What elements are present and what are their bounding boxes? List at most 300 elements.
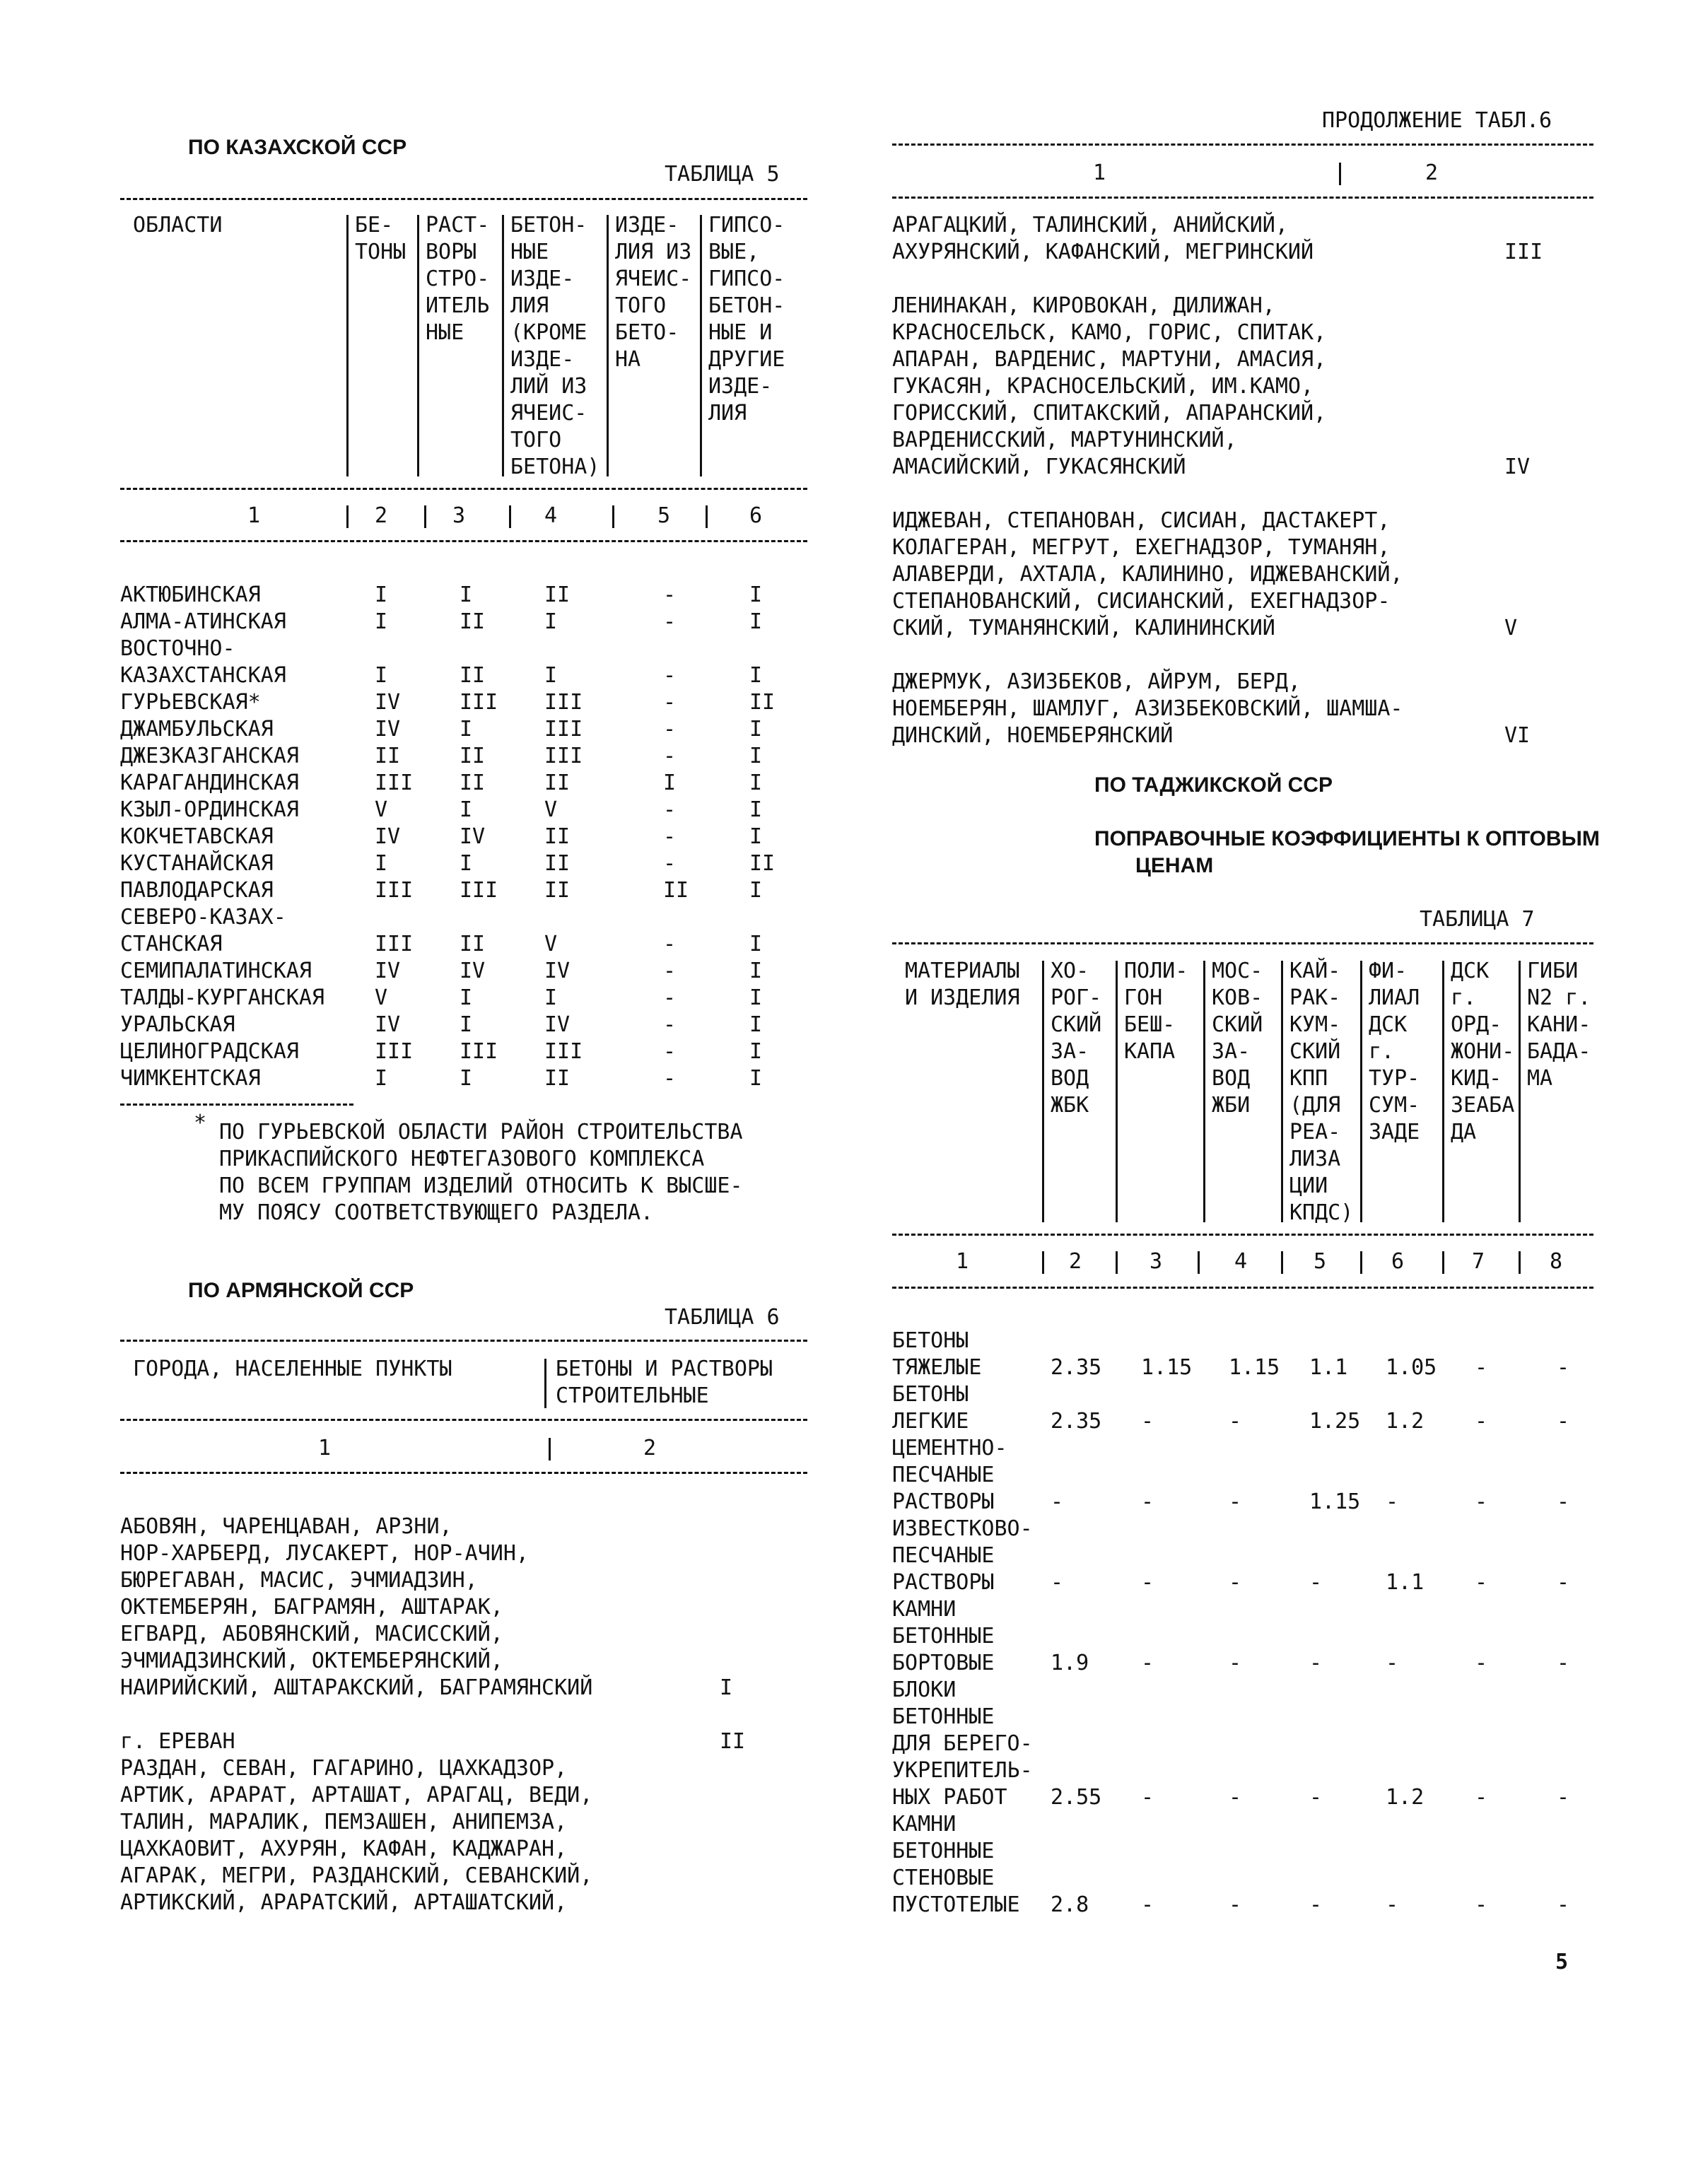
coefficient-value: - — [1475, 1409, 1488, 1434]
settlement-line: АХУРЯНСКИЙ, КАФАНСКИЙ, МЕГРИНСКИЙ — [892, 240, 1314, 264]
table7-header-text: КПДС) — [1289, 1200, 1354, 1225]
zone-value: II — [544, 878, 571, 903]
coefficients-heading-line2: ЦЕНАМ — [1135, 854, 1214, 877]
coefficient-value: - — [1141, 1785, 1154, 1810]
coefficient-value: - — [1475, 1570, 1488, 1595]
material-name: ПЕСЧАНЫЕ — [892, 1543, 995, 1568]
material-name: УКРЕПИТЕЛЬ- — [892, 1758, 1033, 1783]
table5-header-text: ЯЧЕИС- — [510, 401, 587, 426]
settlement-line: ОКТЕМБЕРЯН, БАГРАМЯН, АШТАРАК, — [120, 1595, 503, 1620]
zone-value: I — [749, 1066, 763, 1091]
zone-value: II — [460, 771, 486, 795]
zone-value: I — [460, 1066, 473, 1091]
coefficient-value: 1.1 — [1386, 1570, 1425, 1595]
table7-colnum-rule — [892, 1287, 1593, 1289]
zone-value: III — [375, 771, 414, 795]
region-name: КЗЫЛ-ОРДИНСКАЯ — [120, 797, 299, 822]
settlement-line: г. ЕРЕВАН — [120, 1729, 235, 1754]
table-row — [120, 1038, 807, 1065]
material-name: ЦЕМЕНТНО- — [892, 1436, 1007, 1460]
coefficient-value: - — [1557, 1651, 1570, 1675]
zone-value: VI — [1504, 723, 1531, 748]
table7-header-text: РЕА- — [1289, 1120, 1341, 1145]
coefficient-value: - — [1051, 1570, 1064, 1595]
zone-value: - — [663, 851, 677, 876]
region-name: КОКЧЕТАВСКАЯ — [120, 824, 274, 849]
table7-header-text: ЗА- — [1212, 1039, 1251, 1064]
table7-header-text: ЗАДЕ — [1369, 1120, 1420, 1145]
settlement-line: НОР-ХАРБЕРД, ЛУСАКЕРТ, НОР-АЧИН, — [120, 1541, 529, 1566]
table5-header-text: БЕТОН- — [510, 213, 587, 238]
table5-label: ТАБЛИЦА 5 — [665, 162, 780, 187]
zone-value: II — [544, 824, 571, 849]
zone-value: I — [544, 609, 558, 634]
table7-header-text: КАЙ- — [1289, 959, 1341, 983]
table5-header-text: ЛИЯ — [510, 293, 549, 318]
region-name: ВОСТОЧНО- — [120, 636, 235, 661]
region-name: СТАНСКАЯ — [120, 932, 223, 956]
table5-header-text: НЫЕ — [426, 320, 464, 345]
table5-colnum-separator — [706, 505, 708, 528]
region-name: АЛМА-АТИНСКАЯ — [120, 609, 286, 634]
settlement-line: РАЗДАН, СЕВАН, ГАГАРИНО, ЦАХКАДЗОР, — [120, 1756, 568, 1781]
zone-value: IV — [1504, 455, 1531, 479]
zone-value: I — [749, 985, 763, 1010]
table7-top-rule — [892, 942, 1593, 944]
table5-column-numbers — [120, 503, 807, 529]
coefficient-value: 1.2 — [1386, 1409, 1425, 1434]
table-row — [120, 1065, 807, 1092]
table6-colnum-2: 2 — [643, 1436, 657, 1460]
table7-header — [892, 958, 1593, 1227]
table5-header-separator — [700, 215, 702, 476]
table5-colnum-separator — [346, 505, 349, 528]
table5-body — [120, 582, 807, 1119]
table5-header-text: ИЗДЕ- — [510, 347, 575, 372]
material-name: БОРТОВЫЕ — [892, 1651, 995, 1675]
table7-colnum: 2 — [1069, 1249, 1082, 1274]
table7-header-text: (ДЛЯ — [1289, 1093, 1341, 1118]
coefficient-value: 1.9 — [1051, 1651, 1089, 1675]
material-name: НЫХ РАБОТ — [892, 1785, 1007, 1810]
material-name: БЕТОННЫЕ — [892, 1624, 995, 1649]
table6-colnum-rule — [120, 1472, 807, 1474]
coefficient-value: - — [1386, 1489, 1399, 1514]
table7-colnum: 1 — [956, 1249, 969, 1274]
zone-value: IV — [460, 824, 486, 849]
table7-header-text: КПП — [1289, 1066, 1328, 1091]
table5-header-text: ТОГО — [510, 428, 562, 452]
coefficient-value: 1.1 — [1309, 1355, 1348, 1380]
table7-header-text: ДА — [1451, 1120, 1477, 1145]
zone-value: I — [749, 609, 763, 634]
zone-value: II — [544, 851, 571, 876]
table-row — [120, 636, 807, 662]
coefficient-value: - — [1475, 1355, 1488, 1380]
coefficient-value: - — [1229, 1892, 1242, 1917]
table5-header-text: ИЗДЕ- — [615, 213, 679, 238]
table7-colnum-separator — [1116, 1251, 1118, 1274]
table5-header-text: НЫЕ И — [708, 320, 773, 345]
settlement-line: АРТИК, АРАРАТ, АРТАШАТ, АРАГАЦ, ВЕДИ, — [120, 1783, 593, 1808]
settlement-line: СТЕПАНОВАНСКИЙ, СИСИАНСКИЙ, ЕХЕГНАДЗОР- — [892, 589, 1391, 614]
table7-header-text: ЛИЗА — [1289, 1147, 1341, 1171]
zone-value: I — [460, 985, 473, 1010]
footnote-line: МУ ПОЯСУ СООТВЕТСТВУЮЩЕГО РАЗДЕЛА. — [219, 1200, 654, 1225]
kazakh-heading: ПО КАЗАХСКОЙ ССР — [188, 136, 407, 159]
material-name: ДЛЯ БЕРЕГО- — [892, 1731, 1033, 1756]
settlement-line: ЦАХКАОВИТ, АХУРЯН, КАФАН, КАДЖАРАН, — [120, 1837, 568, 1861]
table6-cont-top-rule — [892, 144, 1593, 146]
table5-footnote — [219, 1119, 743, 1227]
table-row — [120, 797, 807, 824]
coefficient-value: - — [1141, 1570, 1154, 1595]
table7-header-separator — [1116, 961, 1118, 1222]
table7-header-text: ВОД — [1051, 1066, 1089, 1091]
material-name: ПЕСЧАНЫЕ — [892, 1463, 995, 1487]
table5-header-text: НЫЕ — [510, 240, 549, 264]
coefficient-value: - — [1557, 1785, 1570, 1810]
material-name: БЕТОНЫ — [892, 1328, 969, 1353]
table5-colnum: 4 — [544, 503, 558, 528]
table-row — [120, 850, 807, 877]
zone-value: I — [544, 663, 558, 688]
zone-value: III — [544, 690, 583, 715]
table7-colnum-separator — [1360, 1251, 1362, 1274]
region-name: ПАВЛОДАРСКАЯ — [120, 878, 274, 903]
table5-header — [120, 212, 807, 481]
footnote-line: ПО ВСЕМ ГРУППАМ ИЗДЕЛИЙ ОТНОСИТЬ К ВЫСШЕ- — [219, 1173, 743, 1198]
table7-header-separator — [1281, 961, 1283, 1222]
table-row — [892, 1516, 1593, 1596]
material-name: ТЯЖЕЛЫЕ — [892, 1355, 982, 1380]
zone-value: II — [749, 851, 776, 876]
zone-value: I — [375, 663, 388, 688]
coefficient-value: 1.25 — [1309, 1409, 1361, 1434]
zone-value: IV — [375, 1012, 401, 1037]
zone-value: I — [460, 717, 473, 742]
table6-cont-colnum-separator — [1339, 163, 1341, 185]
zone-value: I — [544, 985, 558, 1010]
zone-value: I — [749, 1012, 763, 1037]
coefficient-value: - — [1229, 1785, 1242, 1810]
table-row — [120, 770, 807, 797]
material-name: БЕТОНЫ — [892, 1382, 969, 1407]
table6-header-col1: ГОРОДА, НАСЕЛЕННЫЕ ПУНКТЫ — [133, 1357, 452, 1381]
coefficient-value: 1.2 — [1386, 1785, 1425, 1810]
zone-value: - — [663, 985, 677, 1010]
table5-header-text: ГИПСО- — [708, 213, 785, 238]
page-number: 5 — [1555, 1950, 1569, 1974]
table-row — [120, 985, 807, 1012]
table-row — [120, 877, 807, 904]
table7-header-text: N2 г. — [1527, 985, 1591, 1010]
zone-value: I — [460, 851, 473, 876]
table7-header-separator — [1442, 961, 1444, 1222]
coefficient-value: - — [1386, 1651, 1399, 1675]
zone-value: I — [749, 932, 763, 956]
zone-value: I — [749, 583, 763, 607]
table5-header-text: ГИПСО- — [708, 267, 785, 291]
coefficient-value: - — [1229, 1489, 1242, 1514]
settlement-line: ЕГВАРД, АБОВЯНСКИЙ, МАСИССКИЙ, — [120, 1622, 503, 1646]
zone-value: - — [663, 824, 677, 849]
table7-body — [892, 1328, 1593, 1921]
table7-colnum-separator — [1519, 1251, 1521, 1274]
coefficient-value: 2.8 — [1051, 1892, 1089, 1917]
table-row — [120, 824, 807, 850]
settlement-line: ЭЧМИАДЗИНСКИЙ, ОКТЕМБЕРЯНСКИЙ, — [120, 1649, 503, 1673]
table-row — [892, 1596, 1593, 1677]
table7-header-text: ФИ- — [1369, 959, 1408, 983]
coefficient-value: - — [1309, 1892, 1323, 1917]
zone-value: I — [749, 1039, 763, 1064]
table7-header-text: ВОД — [1212, 1066, 1251, 1091]
zone-value: I — [460, 1012, 473, 1037]
table7-header-text: МОС- — [1212, 959, 1263, 983]
coefficients-heading-line1: ПОПРАВОЧНЫЕ КОЭФФИЦИЕНТЫ К ОПТОВЫМ — [1094, 827, 1600, 850]
table5-header-text: ВЫЕ, — [708, 240, 760, 264]
table5-header-rule — [120, 488, 807, 490]
material-name: РАСТВОРЫ — [892, 1570, 995, 1595]
table7-header-text: КАНИ- — [1527, 1012, 1591, 1037]
region-name: КУСТАНАЙСКАЯ — [120, 851, 274, 876]
zone-value: I — [375, 609, 388, 634]
table6-header-separator — [544, 1359, 546, 1408]
table-row — [120, 609, 807, 636]
table5-header-text: ВОРЫ — [426, 240, 477, 264]
table5-header-text: БЕТОНА) — [510, 455, 600, 479]
table7-label: ТАБЛИЦА 7 — [1420, 907, 1535, 932]
settlement-line: НАИРИЙСКИЙ, АШТАРАКСКИЙ, БАГРАМЯНСКИЙ — [120, 1675, 593, 1700]
zone-value: IV — [375, 690, 401, 715]
zone-value: III — [544, 1039, 583, 1064]
table7-header-text: ЛИАЛ — [1369, 985, 1420, 1010]
table7-header-text: И ИЗДЕЛИЯ — [905, 985, 1020, 1010]
region-name: СЕМИПАЛАТИНСКАЯ — [120, 959, 312, 983]
table5-header-text: (КРОМЕ — [510, 320, 587, 345]
table5-header-text: ИЗДЕ- — [708, 374, 773, 399]
coefficient-value: - — [1475, 1651, 1488, 1675]
table-row — [892, 1677, 1593, 1811]
table7-colnum: 3 — [1150, 1249, 1163, 1274]
table5-colnum-separator — [424, 505, 426, 528]
zone-value: IV — [375, 959, 401, 983]
table7-header-text: ЖБК — [1051, 1093, 1089, 1118]
footnote-line: ПРИКАСПИЙСКОГО НЕФТЕГАЗОВОГО КОМПЛЕКСА — [219, 1147, 705, 1171]
material-name: ИЗВЕСТКОВО- — [892, 1516, 1033, 1541]
table7-header-text: г. — [1369, 1039, 1395, 1064]
table7-header-text: ЗА- — [1051, 1039, 1089, 1064]
table6-continuation-body — [892, 212, 1593, 749]
coefficient-value: - — [1309, 1570, 1323, 1595]
table6-colnum-separator — [549, 1438, 551, 1460]
table7-header-text: МАТЕРИАЛЫ — [905, 959, 1020, 983]
zone-value: III — [460, 690, 498, 715]
table-row — [120, 1012, 807, 1038]
table5-colnum: 5 — [657, 503, 671, 528]
coefficient-value: - — [1557, 1409, 1570, 1434]
table5-header-text: СТРО- — [426, 267, 490, 291]
table-row — [120, 743, 807, 770]
material-name: ЛЕГКИЕ — [892, 1409, 969, 1434]
coefficient-value: - — [1229, 1570, 1242, 1595]
settlement-line: ИДЖЕВАН, СТЕПАНОВАН, СИСИАН, ДАСТАКЕРТ, — [892, 508, 1391, 533]
settlement-line: АЛАВЕРДИ, АХТАЛА, КАЛИНИНО, ИДЖЕВАНСКИЙ, — [892, 562, 1403, 587]
footnote-mark: * — [194, 1111, 207, 1135]
table5-footnote-rule — [120, 1104, 353, 1106]
zone-value: II — [460, 609, 486, 634]
settlement-line: ВАРДЕНИССКИЙ, МАРТУНИНСКИЙ, — [892, 428, 1237, 452]
table-row — [120, 904, 807, 931]
zone-value: - — [663, 959, 677, 983]
zone-value: I — [749, 878, 763, 903]
settlement-line: АРТИКСКИЙ, АРАРАТСКИЙ, АРТАШАТСКИЙ, — [120, 1890, 568, 1915]
table6-cont-colnum-rule — [892, 197, 1593, 199]
table-row — [120, 662, 807, 689]
table7-header-text: БАДА- — [1527, 1039, 1591, 1064]
zone-value: - — [663, 797, 677, 822]
table6-body — [120, 1514, 807, 1924]
zone-value: - — [663, 932, 677, 956]
table5-header-text: БЕ- — [355, 213, 394, 238]
table5-top-rule — [120, 198, 807, 200]
zone-value: II — [375, 744, 401, 768]
table7-colnum: 4 — [1234, 1249, 1248, 1274]
material-name: БЛОКИ — [892, 1678, 957, 1702]
material-name: ПУСТОТЕЛЫЕ — [892, 1892, 1020, 1917]
region-name: ЧИМКЕНТСКАЯ — [120, 1066, 261, 1091]
table5-header-text: ЛИЙ ИЗ — [510, 374, 587, 399]
coefficient-value: - — [1229, 1409, 1242, 1434]
settlement-line: АПАРАН, ВАРДЕНИС, МАРТУНИ, АМАСИЯ, — [892, 347, 1327, 372]
zone-value: - — [663, 690, 677, 715]
table5-colnum-separator — [509, 505, 511, 528]
table5-header-text: БЕТОН- — [708, 293, 785, 318]
zone-value: III — [375, 932, 414, 956]
table7-colnum-separator — [1198, 1251, 1200, 1274]
settlement-line: АМАСИЙСКИЙ, ГУКАСЯНСКИЙ — [892, 455, 1186, 479]
zone-value: V — [544, 932, 558, 956]
zone-value: V — [544, 797, 558, 822]
coefficient-value: - — [1141, 1892, 1154, 1917]
coefficient-value: 2.55 — [1051, 1785, 1102, 1810]
settlement-line: СКИЙ, ТУМАНЯНСКИЙ, КАЛИНИНСКИЙ — [892, 616, 1275, 640]
table5-header-separator — [417, 215, 419, 476]
table7-header-text: БЕШ- — [1124, 1012, 1176, 1037]
zone-value: I — [749, 824, 763, 849]
zone-value: III — [544, 717, 583, 742]
zone-value: - — [663, 1039, 677, 1064]
table7-header-text: ГОН — [1124, 985, 1163, 1010]
zone-value: IV — [544, 1012, 571, 1037]
zone-value: - — [663, 583, 677, 607]
table7-column-numbers — [892, 1248, 1593, 1275]
settlement-line: КОЛАГЕРАН, МЕГРУТ, ЕХЕГНАДЗОР, ТУМАНЯН, — [892, 535, 1391, 560]
coefficient-value: - — [1557, 1570, 1570, 1595]
table-row — [120, 931, 807, 958]
coefficient-value: - — [1475, 1892, 1488, 1917]
settlement-line: АГАРАК, МЕГРИ, РАЗДАНСКИЙ, СЕВАНСКИЙ, — [120, 1863, 593, 1888]
table7-header-text: ОРД- — [1451, 1012, 1502, 1037]
table6-top-rule — [120, 1340, 807, 1342]
table5-header-text: ЛИЯ ИЗ — [615, 240, 692, 264]
table-row — [120, 958, 807, 985]
zone-value: I — [460, 583, 473, 607]
zone-value: - — [663, 1012, 677, 1037]
settlement-line: БЮРЕГАВАН, МАСИС, ЭЧМИАДЗИН, — [120, 1568, 478, 1593]
table7-colnum: 6 — [1391, 1249, 1405, 1274]
zone-value: III — [375, 1039, 414, 1064]
zone-value: - — [663, 717, 677, 742]
coefficient-value: - — [1309, 1785, 1323, 1810]
zone-value: II — [544, 583, 571, 607]
zone-value: III — [375, 878, 414, 903]
coefficient-value: - — [1557, 1355, 1570, 1380]
zone-value: I — [460, 797, 473, 822]
table7-colnum: 7 — [1472, 1249, 1485, 1274]
zone-value: I — [749, 959, 763, 983]
tajik-heading: ПО ТАДЖИКСКОЙ ССР — [1094, 773, 1333, 797]
table6-header-col2-line1: БЕТОНЫ И РАСТВОРЫ — [556, 1357, 773, 1381]
table7-header-text: КОВ- — [1212, 985, 1263, 1010]
zone-value: - — [663, 609, 677, 634]
settlement-line: КРАСНОСЕЛЬСК, КАМО, ГОРИС, СПИТАК, — [892, 320, 1327, 345]
table7-header-text: МА — [1527, 1066, 1553, 1091]
table6-cont-colnum-2: 2 — [1425, 160, 1439, 185]
table7-header-rule — [892, 1234, 1593, 1236]
table6-cont-colnum-1: 1 — [1093, 160, 1106, 185]
table5-header-text: ЛИЯ — [708, 401, 747, 426]
continuation-label: ПРОДОЛЖЕНИЕ ТАБЛ.6 — [1322, 108, 1552, 133]
region-name: ЦЕЛИНОГРАДСКАЯ — [120, 1039, 299, 1064]
table7-header-text: СКИЙ — [1051, 1012, 1102, 1037]
table7-header-text: СКИЙ — [1212, 1012, 1263, 1037]
table7-header-text: ДСК — [1369, 1012, 1408, 1037]
zone-value: IV — [544, 959, 571, 983]
armenian-heading: ПО АРМЯНСКОЙ ССР — [188, 1279, 414, 1302]
zone-value: V — [375, 985, 388, 1010]
zone-value: V — [375, 797, 388, 822]
table5-header-text: НА — [615, 347, 641, 372]
zone-value: IV — [375, 824, 401, 849]
zone-value: I — [749, 744, 763, 768]
zone-value: II — [544, 771, 571, 795]
zone-value: II — [749, 690, 776, 715]
zone-value: I — [375, 583, 388, 607]
table-row — [120, 689, 807, 716]
coefficient-value: - — [1229, 1651, 1242, 1675]
table5-colnum: 2 — [375, 503, 388, 528]
zone-value: III — [460, 1039, 498, 1064]
coefficient-value: 1.15 — [1141, 1355, 1193, 1380]
zone-value: II — [720, 1729, 746, 1754]
table7-header-text: ЗЕАБА — [1451, 1093, 1515, 1118]
zone-value: I — [663, 771, 677, 795]
region-name: СЕВЕРО-КАЗАХ- — [120, 905, 286, 930]
table-row — [892, 1381, 1593, 1435]
zone-value: - — [663, 744, 677, 768]
table6-header-col2-line2: СТРОИТЕЛЬНЫЕ — [556, 1383, 709, 1408]
table5-header-separator — [607, 215, 609, 476]
zone-value: II — [460, 744, 486, 768]
table7-header-text: ДСК — [1451, 959, 1490, 983]
zone-value: I — [749, 797, 763, 822]
table6-header-rule — [120, 1419, 807, 1421]
coefficient-value: 2.35 — [1051, 1355, 1102, 1380]
table5-header-text: ЯЧЕИС- — [615, 267, 692, 291]
region-name: ДЖЕЗКАЗГАНСКАЯ — [120, 744, 299, 768]
